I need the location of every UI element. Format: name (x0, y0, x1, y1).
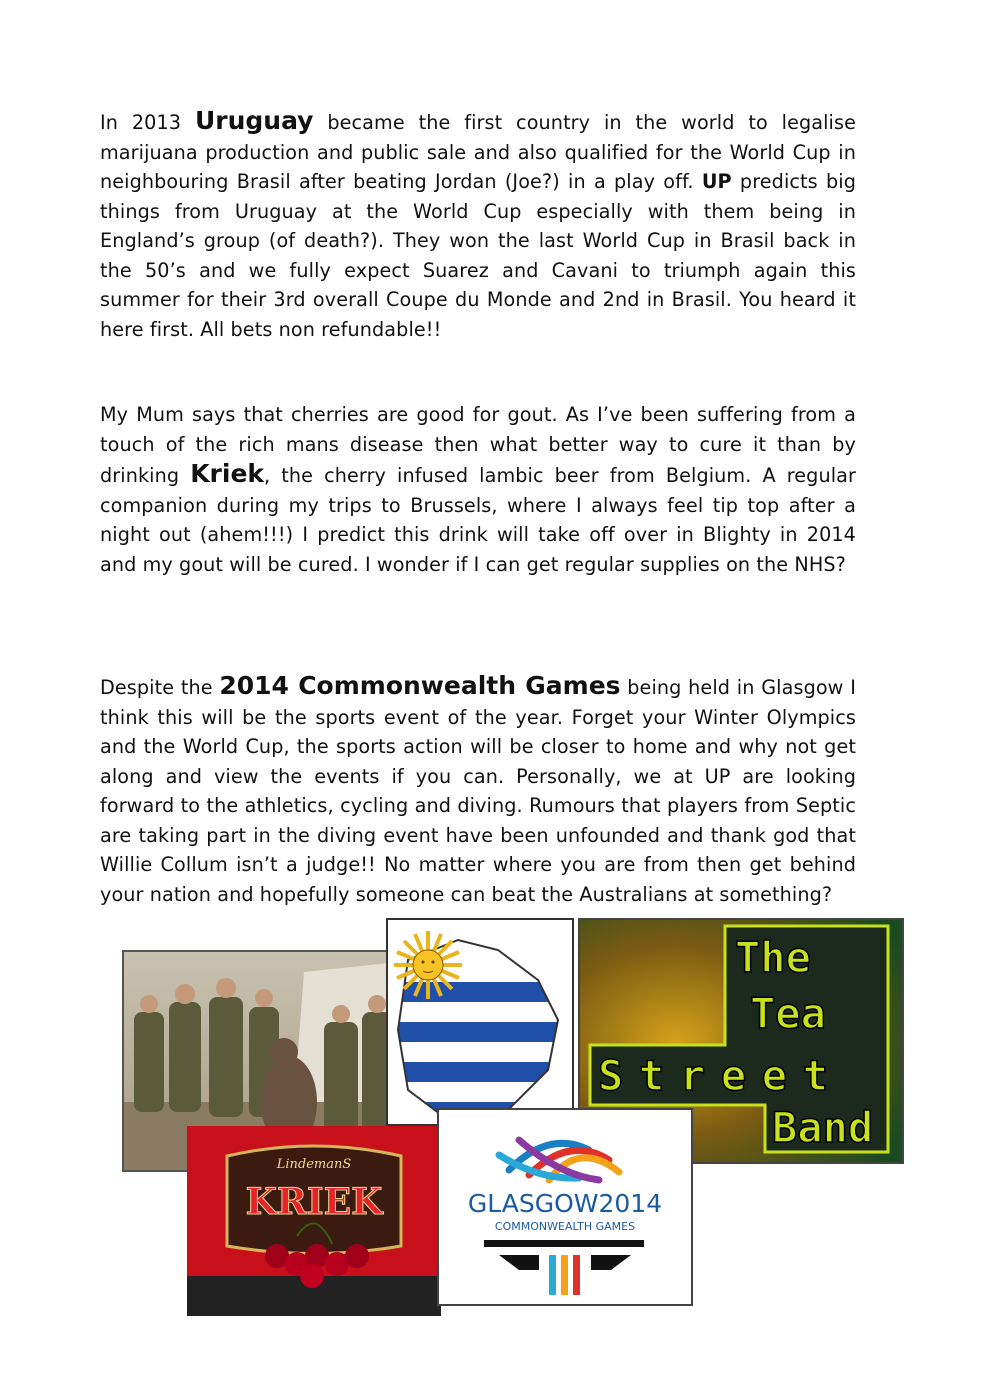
kriek-brand: LindemanS (276, 1157, 352, 1172)
band-word-2: Tea (750, 989, 826, 1038)
highlight-commonwealth-games: 2014 Commonwealth Games (219, 671, 621, 700)
text-run: In 2013 (100, 111, 195, 134)
glasgow-subtitle: COMMONWEALTH GAMES (494, 1220, 636, 1233)
band-word-3: Street (598, 1051, 828, 1100)
band-word-1: The (735, 933, 811, 982)
kriek-beer-label-image (187, 1126, 441, 1316)
paragraph-commonwealth (100, 671, 856, 909)
highlight-uruguay: Uruguay (194, 106, 314, 135)
text-run: My Mum says that cherries are good for gout. As I’ve been suffering from a touch of the rich mans disease then what better way to cure it than by drinking (100, 403, 856, 487)
highlight-kriek: Kriek (190, 459, 265, 488)
text-run: predicts big things from Uruguay at the World Cup especially with them being in England’s group (of death?). They won the last World Cup in Brasil back in the 50’s and we fully expect Suarez and Cavani to triumph again this summer for their 3rd overall Coupe du Monde and 2nd in Brasil. You heard it here first. All bets non refundable!! (100, 170, 856, 341)
text-run: Despite the (100, 676, 220, 699)
paragraph-uruguay (100, 106, 856, 344)
sun-of-may-icon (394, 931, 462, 999)
text-run: became the first country in the world to legalise marijuana production and public sale and also qualified for the World Cup in neighbouring Brasil after beating Jordan (Joe?) in a play off. (100, 111, 856, 193)
text-run: being held in Glasgow I think this will be the sports event of the year. Forget your Winter Olympics and the World Cup, the sports action will be closer to home and why not get along and view the events if you can. Personally, we at UP are looking forward to the athletics, cycling and diving. Rumours that players from Septic are taking part in the diving event have been unfounded and thank god that Willie Collum isn’t a judge!! No matter where you are from then get behind your nation and hopefully someone can beat the Australians at something? (100, 676, 856, 906)
kriek-name: KRIEK (245, 1181, 383, 1223)
band-word-4: Band (772, 1103, 874, 1152)
glasgow-2014-logo-image (437, 1108, 693, 1306)
glasgow-title: GLASGOW2014 (467, 1189, 663, 1218)
text-run: , the cherry infused lambic beer from Belgium. A regular companion during my trips to Brussels, where I always feel tip top after a night out (ahem!!!) I predict this drink will take off over in Blighty in 2014 and my gout will be cured. I wonder if I can get regular supplies on the NHS? (100, 464, 856, 576)
paragraph-kriek (100, 400, 856, 579)
uruguay-map-flag-image (386, 918, 574, 1126)
highlight-up: UP (701, 170, 732, 193)
